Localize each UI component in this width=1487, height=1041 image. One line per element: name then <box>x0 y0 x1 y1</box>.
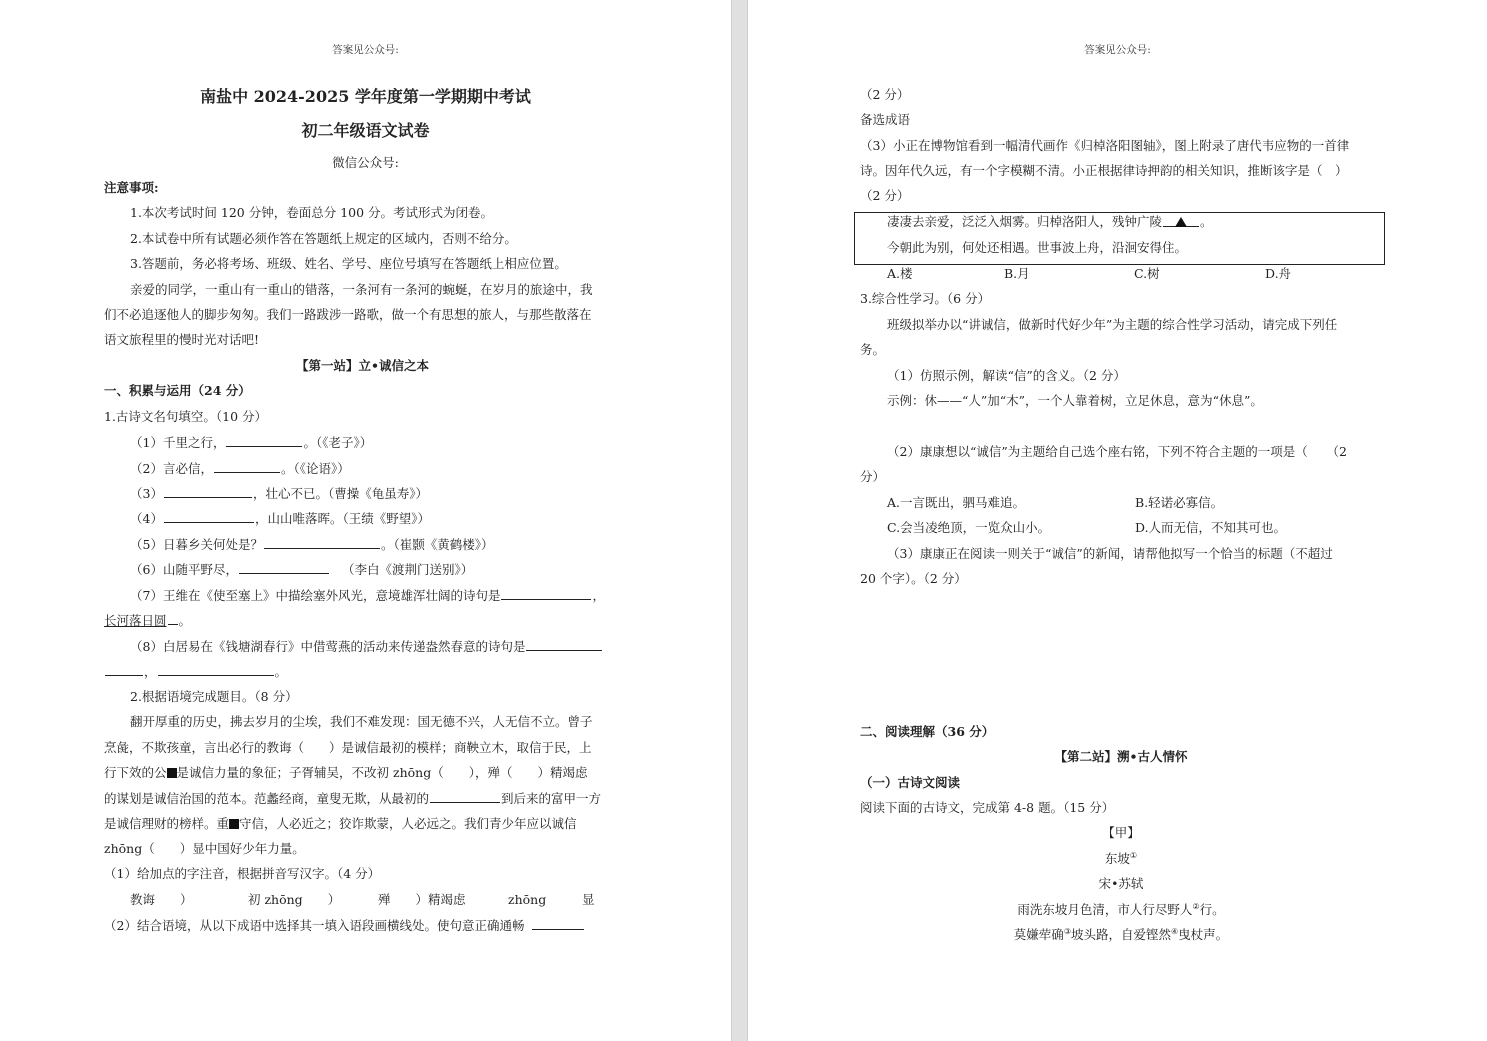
passage-line: 行下效的公 是诚信力量的象征；子胥辅吴，不改初 zhōng（ ），殚（ ）精竭虑 <box>104 765 588 780</box>
passage-line: 翻开厚重的历史，拂去岁月的尘埃，我们不难发现：国无德不兴，人无信不立。曾子 <box>130 714 593 729</box>
answer-blank[interactable] <box>158 663 274 676</box>
question-2: 2.根据语境完成题目。（8 分） <box>130 689 298 704</box>
option-c: C.树 <box>1134 266 1160 281</box>
passage-line: 烹彘，不欺孩童，言出必行的教诲（ ）是诚信最初的模样；商鞅立木，取信于民，上 <box>104 740 592 755</box>
fill-item-7-cont: 长河落日圆 。 <box>104 613 192 628</box>
poem-line: 今朝此为别，何处还相遇。世事波上舟，沿洄安得住。 <box>887 240 1188 255</box>
comp-option-a: A.一言既出，驷马难追。 <box>887 495 1026 510</box>
comp-sub-3: （3）康康正在阅读一则关于“诚信”的新闻，请帮他拟写一个恰当的标题（不超过 <box>887 546 1333 561</box>
answer-blank[interactable] <box>526 638 602 651</box>
notice-item: 1.本次考试时间 120 分钟，卷面总分 100 分。考试形式为闭卷。 <box>130 205 494 220</box>
comp-option-c: C.会当凌绝顶，一览众山小。 <box>887 520 1051 535</box>
answer-blank[interactable] <box>226 434 302 447</box>
station-heading: 【第二站】溯•古人情怀 <box>1054 749 1188 764</box>
passage-line: 是诚信理财的榜样。重 守信，人必近之；狡诈欺蒙，人必远之。我们青少年应以诚信 <box>104 816 577 831</box>
passage-line: zhōng（ ）显中国好少年力量。 <box>104 841 305 856</box>
option-d: D.舟 <box>1265 266 1292 281</box>
option-a: A.楼 <box>887 266 913 281</box>
pinyin-item: 显 <box>582 892 595 907</box>
subquestion-2: （2）结合语境，从以下成语中选择其一填入语段画横线处。使句意正确通畅 <box>104 917 585 934</box>
answer-blank[interactable] <box>532 917 584 930</box>
pinyin-item: 教诲 ） <box>130 892 193 907</box>
comp-intro: 务。 <box>860 342 886 357</box>
answer-blank[interactable] <box>105 663 143 676</box>
page-header: 答案见公众号: <box>332 44 399 56</box>
poem-verse: 雨洗东坡月色清，市人行尽野人②行。 <box>1017 901 1225 917</box>
passage-line: 的谋划是诚信治国的范本。范蠡经商，童叟无欺，从最初的 到后来的富甲一方 <box>104 791 602 806</box>
missing-char-blank <box>1163 214 1199 227</box>
comp-sub-2: 分） <box>860 469 886 484</box>
score-label: （2 分） <box>860 87 910 102</box>
left-page <box>0 0 731 1041</box>
answer-blank[interactable] <box>214 460 280 473</box>
answer-blank[interactable] <box>501 587 591 600</box>
page-gutter <box>731 0 748 1041</box>
fill-item-8: （8）白居易在《钱塘湖春行》中借莺燕的活动来传递盎然春意的诗句是 <box>130 638 603 655</box>
pinyin-item: 殚 ）精竭虑 <box>378 892 466 907</box>
comp-sub-3: 20 个字）。（2 分） <box>860 571 967 586</box>
notice-heading: 注意事项: <box>104 180 159 195</box>
answer-blank[interactable] <box>164 510 254 523</box>
comp-option-b: B.轻诺必寡信。 <box>1135 495 1224 510</box>
answer-blank[interactable] <box>264 536 380 549</box>
question-3-line: （2 分） <box>860 188 910 203</box>
text-label-jia: 【甲】 <box>1102 825 1140 840</box>
fill-item-1: （1）千里之行， 。（《老子》） <box>130 435 373 450</box>
page-header: 答案见公众号: <box>1084 44 1151 56</box>
fill-item-5: （5）日暮乡关何处是？ 。（崔颢《黄鹤楼》） <box>130 537 494 552</box>
notice-item: 2.本试卷中所有试题必须作答在答题纸上规定的区域内，否则不给分。 <box>130 231 517 246</box>
fill-item-4: （4） ，山山唯落晖。（王绩《野望》） <box>130 511 430 526</box>
comp-example: 示例：休——“人”加“木”，一个人靠着树，立足休息，意为“休息”。 <box>887 393 1263 408</box>
comp-sub-2: （2）康康想以“诚信”为主题给自己选个座右铭，下列不符合主题的一项是（ （2 <box>887 444 1347 459</box>
poem-author: 宋•苏轼 <box>1098 876 1144 891</box>
reading-instruction: 阅读下面的古诗文，完成第 4-8 题。（15 分） <box>860 800 1115 815</box>
answer-blank[interactable] <box>164 485 252 498</box>
comp-sub-1: （1）仿照示例，解读“信”的含义。（2 分） <box>887 368 1126 383</box>
sub-heading: （一）古诗文阅读 <box>860 775 961 790</box>
blurred-char <box>167 768 177 778</box>
comp-option-d: D.人而无信，不知其可也。 <box>1135 520 1287 535</box>
fill-item-6: （6）山随平野尽， （李白《渡荆门送别》） <box>130 562 474 577</box>
exam-title: 南盐中 2024-2025 学年度第一学期期中考试 <box>200 87 531 106</box>
section-heading: 二、阅读理解（36 分） <box>860 724 995 739</box>
notice-item: 3.答题前，务必将考场、班级、姓名、学号、座位号填写在答题纸上相应位置。 <box>130 256 567 271</box>
intro-line: 语文旅程里的慢时光对话吧! <box>104 332 260 347</box>
fill-item-8-cont: ， 。 <box>104 663 287 680</box>
answer-blank[interactable] <box>239 561 329 574</box>
pinyin-item: 初 zhōng ） <box>248 892 341 907</box>
wechat-label: 微信公众号: <box>332 155 399 170</box>
candidate-label: 备选成语 <box>860 112 911 127</box>
poem-line: 凄凄去亲爱，泛泛入烟雾。归棹洛阳人，残钟广陵 。 <box>887 214 1213 229</box>
answer-blank[interactable] <box>430 790 500 803</box>
question-3-line: 诗。因年代久远，有一个字模糊不清。小正根据律诗押韵的相关知识，推断该字是（ ） <box>860 163 1348 178</box>
question-comprehensive: 3.综合性学习。（6 分） <box>860 291 991 306</box>
triangle-icon <box>1175 217 1187 227</box>
given-answer: 长河落日圆 <box>104 613 167 628</box>
right-page <box>748 0 1487 1041</box>
question-1: 1.古诗文名句填空。（10 分） <box>104 409 268 424</box>
blurred-char <box>229 819 239 829</box>
fill-item-3: （3） ，壮心不已。（曹操《龟虽寿》） <box>130 486 428 501</box>
subquestion-1: （1）给加点的字注音，根据拼音写汉字。（4 分） <box>104 866 381 881</box>
question-3-line: （3）小正在博物馆看到一幅清代画作《归棹洛阳图轴》，图上附录了唐代韦应物的一首律 <box>860 138 1350 153</box>
pinyin-item: zhōng <box>508 892 547 907</box>
intro-line: 亲爱的同学，一重山有一重山的错落，一条河有一条河的蜿蜒，在岁月的旅途中，我 <box>130 282 593 297</box>
section-heading: 一、积累与运用（24 分） <box>104 383 251 398</box>
station-heading: 【第一站】立•诚信之本 <box>296 358 429 373</box>
option-b: B.月 <box>1004 266 1030 281</box>
intro-line: 们不必追逐他人的脚步匆匆。我们一路跋涉一路歌，做一个有思想的旅人，与那些散落在 <box>104 307 592 322</box>
answer-blank[interactable] <box>168 612 178 625</box>
exam-subtitle: 初二年级语文试卷 <box>301 121 430 140</box>
fill-item-2: （2）言必信， 。（《论语》） <box>130 461 350 476</box>
comp-intro: 班级拟举办以“讲诚信，做新时代好少年”为主题的综合性学习活动，请完成下列任 <box>887 317 1338 332</box>
poem-title: 东坡① <box>1104 850 1138 866</box>
fill-item-7: （7）王维在《使至塞上》中描绘塞外风光，意境雄浑壮阔的诗句是 ， <box>130 588 605 603</box>
poem-verse: 莫嫌荦确③坡头路，自爱铿然④曳杖声。 <box>1013 926 1229 942</box>
